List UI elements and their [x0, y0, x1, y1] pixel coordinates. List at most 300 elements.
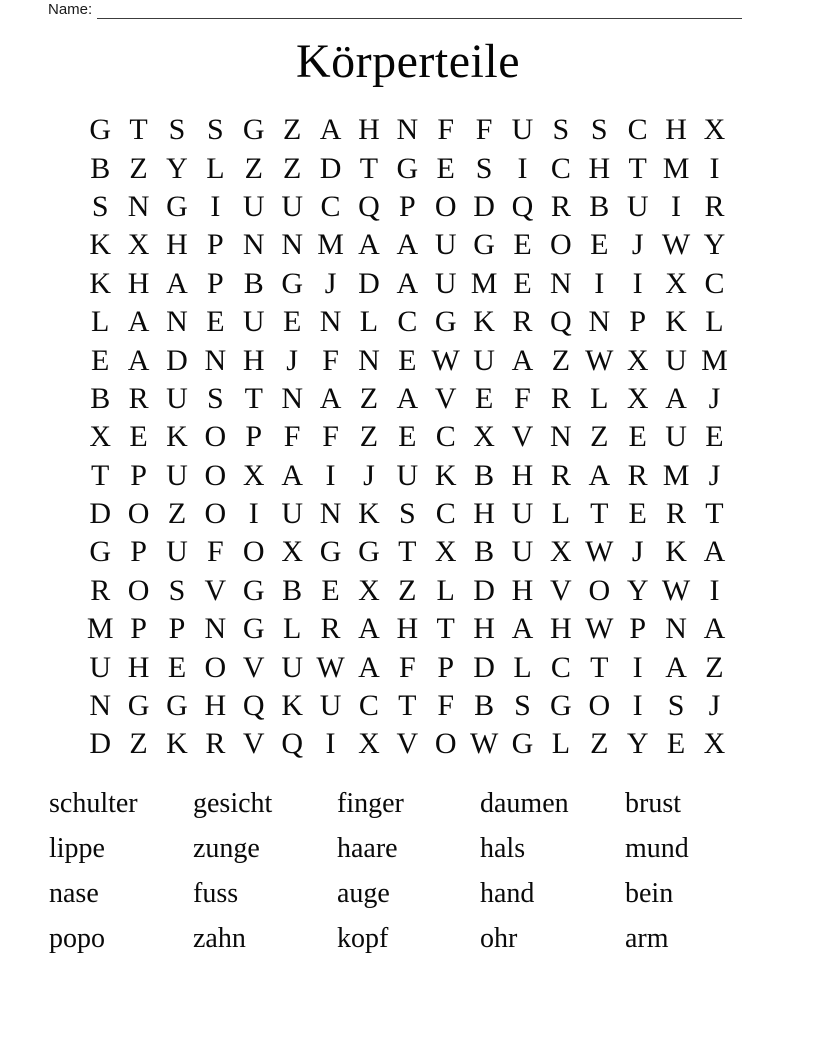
grid-letter: X	[242, 458, 265, 492]
grid-letter: C	[627, 113, 648, 147]
grid-letter: U	[511, 497, 534, 531]
word-list-item: bein	[625, 877, 674, 909]
grid-letter: Z	[129, 151, 148, 185]
grid-letter: G	[166, 189, 188, 223]
grid-letter: B	[474, 689, 495, 723]
grid-letter: A	[511, 612, 534, 646]
grid-letter: V	[242, 650, 265, 684]
grid-letter: D	[473, 573, 495, 607]
grid-letter: I	[709, 573, 720, 607]
grid-letter: R	[704, 189, 725, 223]
word-list-item: popo	[49, 922, 105, 954]
grid-letter: J	[708, 381, 721, 415]
grid-letter: A	[665, 381, 687, 415]
grid-letter: G	[89, 535, 112, 569]
grid-letter: G	[358, 535, 380, 569]
grid-letter: U	[242, 305, 265, 339]
word-list-item: finger	[337, 787, 404, 819]
grid-letter: T	[129, 113, 148, 147]
grid-letter: V	[434, 381, 457, 415]
grid-letter: O	[588, 689, 611, 723]
grid-letter: I	[594, 266, 605, 300]
grid-letter: N	[396, 113, 419, 147]
grid-letter: U	[626, 189, 649, 223]
grid-letter: A	[703, 612, 726, 646]
grid-letter: W	[431, 343, 460, 377]
grid-letter: W	[316, 650, 345, 684]
grid-letter: C	[358, 689, 379, 723]
grid-letter: R	[320, 612, 341, 646]
grid-letter: J	[708, 458, 721, 492]
grid-letter: B	[474, 458, 495, 492]
grid-letter: D	[358, 266, 380, 300]
grid-letter: M	[86, 612, 114, 646]
grid-letter: T	[359, 151, 379, 185]
grid-letter: J	[631, 535, 644, 569]
grid-letter: O	[550, 228, 572, 262]
grid-letter: K	[665, 535, 687, 569]
grid-letter: H	[665, 113, 687, 147]
grid-letter: C	[320, 189, 341, 223]
grid-letter: Q	[358, 189, 380, 223]
grid-letter: I	[632, 689, 643, 723]
grid-letter: K	[434, 458, 457, 492]
grid-letter: X	[434, 535, 457, 569]
grid-letter: I	[517, 151, 528, 185]
grid-letter: A	[396, 381, 419, 415]
grid-letter: E	[513, 266, 532, 300]
grid-letter: D	[89, 497, 112, 531]
grid-letter: Z	[590, 420, 609, 454]
grid-letter: X	[665, 266, 687, 300]
grid-letter: L	[705, 305, 724, 339]
grid-letter: L	[590, 381, 609, 415]
grid-letter: G	[319, 535, 342, 569]
grid-letter: F	[398, 650, 416, 684]
grid-letter: A	[665, 650, 687, 684]
grid-letter: W	[585, 535, 614, 569]
grid-letter: M	[662, 458, 690, 492]
grid-letter: G	[281, 266, 303, 300]
grid-letter: N	[89, 689, 112, 723]
grid-letter: G	[511, 727, 534, 761]
grid-letter: G	[550, 689, 572, 723]
grid-letter: U	[242, 189, 265, 223]
grid-letter: U	[665, 420, 687, 454]
grid-letter: A	[319, 113, 342, 147]
grid-letter: N	[281, 228, 303, 262]
grid-letter: V	[396, 727, 419, 761]
grid-letter: E	[513, 228, 532, 262]
grid-letter: H	[396, 612, 419, 646]
grid-letter: Z	[590, 727, 609, 761]
grid-letter: P	[629, 305, 646, 339]
word-list-item: haare	[337, 832, 398, 864]
grid-letter: P	[168, 612, 186, 646]
grid-letter: O	[204, 420, 227, 454]
grid-letter: D	[89, 727, 112, 761]
grid-letter: Z	[398, 573, 417, 607]
grid-letter: S	[552, 113, 570, 147]
grid-letter: Z	[359, 420, 379, 454]
word-list-item: brust	[625, 787, 681, 819]
grid-letter: T	[244, 381, 263, 415]
grid-letter: O	[204, 497, 227, 531]
grid-letter: N	[358, 343, 380, 377]
grid-letter: I	[325, 727, 336, 761]
grid-letter: I	[248, 497, 259, 531]
grid-letter: Q	[242, 689, 265, 723]
grid-letter: X	[626, 343, 649, 377]
grid-letter: N	[281, 381, 303, 415]
grid-letter: J	[324, 266, 337, 300]
word-list-item: ohr	[480, 922, 518, 954]
grid-letter: A	[396, 228, 419, 262]
grid-letter: R	[550, 458, 571, 492]
grid-letter: H	[166, 228, 188, 262]
grid-letter: C	[397, 305, 418, 339]
grid-letter: O	[588, 573, 611, 607]
grid-letter: Z	[359, 381, 379, 415]
grid-letter: A	[319, 381, 342, 415]
grid-letter: G	[127, 689, 150, 723]
word-list-item: hand	[480, 877, 535, 909]
grid-letter: U	[166, 458, 188, 492]
grid-letter: X	[626, 381, 649, 415]
grid-letter: E	[474, 381, 494, 415]
grid-letter: N	[665, 612, 687, 646]
grid-letter: O	[242, 535, 265, 569]
grid-letter: S	[207, 381, 224, 415]
grid-letter: P	[207, 228, 224, 262]
grid-letter: U	[396, 458, 419, 492]
grid-letter: D	[473, 189, 495, 223]
word-list-item: fuss	[193, 877, 239, 909]
grid-letter: I	[325, 458, 336, 492]
grid-letter: U	[89, 650, 112, 684]
grid-letter: X	[358, 573, 380, 607]
grid-letter: Q	[281, 727, 303, 761]
grid-letter: X	[89, 420, 112, 454]
grid-letter: O	[434, 727, 457, 761]
grid-letter: C	[550, 650, 571, 684]
grid-letter: G	[166, 689, 188, 723]
word-list-item: zahn	[193, 922, 246, 954]
grid-letter: H	[358, 113, 380, 147]
grid-letter: E	[628, 497, 647, 531]
grid-letter: A	[358, 228, 380, 262]
grid-letter: H	[204, 689, 227, 723]
grid-letter: B	[282, 573, 303, 607]
grid-letter: R	[627, 458, 648, 492]
word-list-item: hals	[480, 832, 526, 864]
grid-letter: E	[398, 343, 417, 377]
grid-letter: N	[204, 343, 227, 377]
grid-letter: N	[319, 305, 342, 339]
grid-letter: S	[475, 151, 493, 185]
grid-letter: X	[473, 420, 495, 454]
grid-letter: Q	[511, 189, 534, 223]
grid-letter: D	[473, 650, 495, 684]
grid-letter: E	[167, 650, 187, 684]
grid-letter: E	[590, 228, 609, 262]
grid-letter: N	[550, 420, 572, 454]
grid-letter: F	[514, 381, 531, 415]
grid-letter: F	[283, 420, 301, 454]
grid-letter: H	[511, 573, 534, 607]
grid-letter: I	[632, 266, 643, 300]
grid-letter: L	[513, 650, 532, 684]
grid-letter: X	[281, 535, 303, 569]
grid-letter: Y	[166, 151, 188, 185]
grid-letter: E	[206, 305, 225, 339]
grid-letter: A	[588, 458, 611, 492]
grid-letter: U	[665, 343, 687, 377]
grid-letter: O	[127, 573, 150, 607]
grid-letter: E	[628, 420, 647, 454]
grid-letter: K	[281, 689, 303, 723]
grid-letter: U	[281, 650, 303, 684]
grid-letter: V	[204, 573, 227, 607]
grid-letter: W	[661, 573, 691, 607]
grid-letter: F	[437, 689, 455, 723]
grid-letter: F	[475, 113, 493, 147]
grid-letter: G	[434, 305, 457, 339]
grid-letter: L	[551, 727, 571, 761]
grid-letter: Z	[244, 151, 263, 185]
grid-letter: B	[474, 535, 495, 569]
grid-letter: H	[511, 458, 534, 492]
word-list-item: arm	[625, 922, 669, 954]
grid-letter: G	[89, 113, 112, 147]
grid-letter: E	[91, 343, 110, 377]
grid-letter: T	[398, 535, 417, 569]
grid-letter: N	[127, 189, 150, 223]
grid-letter: G	[242, 573, 265, 607]
grid-letter: P	[207, 266, 224, 300]
grid-letter: J	[286, 343, 298, 377]
grid-letter: U	[281, 189, 303, 223]
grid-letter: V	[511, 420, 534, 454]
grid-letter: N	[166, 305, 188, 339]
grid-letter: O	[204, 650, 227, 684]
word-list-item: mund	[625, 832, 689, 864]
grid-letter: O	[127, 497, 150, 531]
grid-letter: R	[550, 189, 571, 223]
grid-letter: U	[319, 689, 342, 723]
grid-letter: L	[282, 612, 302, 646]
grid-letter: A	[358, 612, 380, 646]
grid-letter: C	[435, 497, 456, 531]
grid-letter: T	[628, 151, 647, 185]
grid-letter: X	[550, 535, 572, 569]
grid-letter: A	[358, 650, 380, 684]
grid-letter: A	[281, 458, 303, 492]
grid-letter: W	[585, 612, 614, 646]
grid-letter: V	[242, 727, 265, 761]
grid-letter: N	[242, 228, 265, 262]
grid-letter: W	[661, 228, 691, 262]
grid-letter: N	[550, 266, 572, 300]
name-label-text: Name:	[48, 1, 93, 18]
grid-letter: Z	[167, 497, 187, 531]
grid-letter: E	[666, 727, 686, 761]
grid-letter: G	[473, 228, 495, 262]
word-list	[49, 781, 765, 961]
grid-letter: P	[629, 612, 646, 646]
grid-letter: O	[434, 189, 457, 223]
grid-letter: E	[436, 151, 455, 185]
grid-letter: H	[127, 266, 150, 300]
grid-letter: N	[204, 612, 227, 646]
word-list-item: kopf	[337, 922, 389, 954]
grid-letter: F	[437, 113, 455, 147]
grid-letter: Y	[626, 727, 649, 761]
grid-letter: E	[321, 573, 340, 607]
grid-letter: U	[511, 113, 534, 147]
grid-letter: U	[281, 497, 303, 531]
grid-letter: T	[398, 689, 417, 723]
grid-letter: V	[550, 573, 572, 607]
grid-letter: R	[666, 497, 687, 531]
grid-letter: T	[590, 650, 609, 684]
grid-letter: B	[589, 189, 610, 223]
grid-letter: L	[551, 497, 571, 531]
grid-letter: N	[588, 305, 611, 339]
word-list-item: nase	[49, 877, 99, 909]
grid-letter: A	[396, 266, 419, 300]
grid-letter: S	[398, 497, 416, 531]
grid-letter: L	[206, 151, 225, 185]
grid-letter: B	[243, 266, 264, 300]
grid-letter: Y	[626, 573, 649, 607]
grid-letter: U	[434, 266, 457, 300]
grid-letter: I	[709, 151, 720, 185]
grid-letter: S	[514, 689, 531, 723]
grid-letter: X	[703, 113, 726, 147]
grid-letter: K	[89, 266, 112, 300]
grid-letter: Y	[703, 228, 726, 262]
grid-letter: L	[436, 573, 455, 607]
grid-letter: U	[434, 228, 457, 262]
grid-letter: B	[90, 151, 111, 185]
grid-letter: P	[437, 650, 455, 684]
grid-letter: A	[127, 305, 150, 339]
grid-letter: X	[703, 727, 726, 761]
grid-letter: A	[166, 266, 188, 300]
grid-letter: K	[358, 497, 380, 531]
grid-letter: U	[511, 535, 534, 569]
grid-letter: J	[363, 458, 375, 492]
word-list-item: zunge	[193, 832, 260, 864]
page-title: Körperteile	[295, 35, 521, 88]
grid-letter: K	[89, 228, 112, 262]
grid-letter: H	[473, 497, 495, 531]
grid-letter: S	[168, 113, 186, 147]
grid-letter: W	[585, 343, 614, 377]
grid-letter: H	[588, 151, 611, 185]
grid-letter: T	[705, 497, 724, 531]
grid-letter: Q	[550, 305, 572, 339]
grid-letter: K	[166, 420, 188, 454]
grid-letter: U	[166, 535, 188, 569]
grid-letter: X	[127, 228, 150, 262]
grid-letter: S	[168, 573, 186, 607]
grid-letter: D	[319, 151, 342, 185]
grid-letter: I	[632, 650, 643, 684]
grid-letter: T	[91, 458, 110, 492]
grid-letter: D	[166, 343, 188, 377]
grid-letter: G	[396, 151, 419, 185]
grid-letter: C	[435, 420, 456, 454]
grid-letter: L	[91, 305, 110, 339]
word-list-item: gesicht	[193, 787, 273, 819]
grid-letter: Z	[705, 650, 724, 684]
grid-letter: E	[705, 420, 724, 454]
grid-letter: R	[512, 305, 533, 339]
grid-letter: I	[671, 189, 682, 223]
grid-letter: H	[127, 650, 150, 684]
grid-letter: X	[358, 727, 380, 761]
grid-letter: G	[242, 612, 265, 646]
grid-letter: E	[282, 305, 302, 339]
grid-letter: K	[665, 305, 687, 339]
word-list-item: schulter	[49, 787, 138, 819]
grid-letter: Z	[282, 151, 302, 185]
grid-letter: H	[473, 612, 495, 646]
grid-letter: B	[90, 381, 111, 415]
grid-letter: H	[550, 612, 572, 646]
grid-letter: S	[667, 689, 685, 723]
grid-letter: A	[127, 343, 150, 377]
grid-letter: P	[130, 612, 147, 646]
grid-letter: Z	[551, 343, 571, 377]
grid-letter: C	[550, 151, 571, 185]
word-list-item: daumen	[480, 787, 569, 819]
grid-letter: P	[398, 189, 416, 223]
grid-letter: P	[130, 458, 147, 492]
grid-letter: S	[207, 113, 224, 147]
grid-letter: T	[590, 497, 609, 531]
grid-letter: R	[550, 381, 571, 415]
grid-letter: F	[207, 535, 224, 569]
grid-letter: T	[436, 612, 455, 646]
grid-letter: F	[322, 420, 339, 454]
grid-letter: M	[701, 343, 728, 377]
grid-letter: R	[90, 573, 111, 607]
grid-letter: E	[398, 420, 417, 454]
grid-letter: P	[245, 420, 263, 454]
grid-letter: E	[129, 420, 148, 454]
grid-letter: A	[703, 535, 726, 569]
grid-letter: G	[242, 113, 265, 147]
grid-letter: Z	[129, 727, 148, 761]
grid-letter: N	[319, 497, 342, 531]
word-search-grid	[81, 111, 734, 764]
grid-letter: Z	[282, 113, 302, 147]
grid-letter: O	[204, 458, 227, 492]
grid-letter: M	[470, 266, 498, 300]
grid-letter: R	[205, 727, 226, 761]
grid-letter: R	[128, 381, 149, 415]
grid-letter: F	[322, 343, 339, 377]
grid-letter: I	[210, 189, 221, 223]
grid-letter: K	[166, 727, 188, 761]
name-blank-line	[97, 0, 742, 19]
grid-letter: L	[359, 305, 379, 339]
grid-letter: P	[130, 535, 147, 569]
grid-letter: W	[469, 727, 499, 761]
